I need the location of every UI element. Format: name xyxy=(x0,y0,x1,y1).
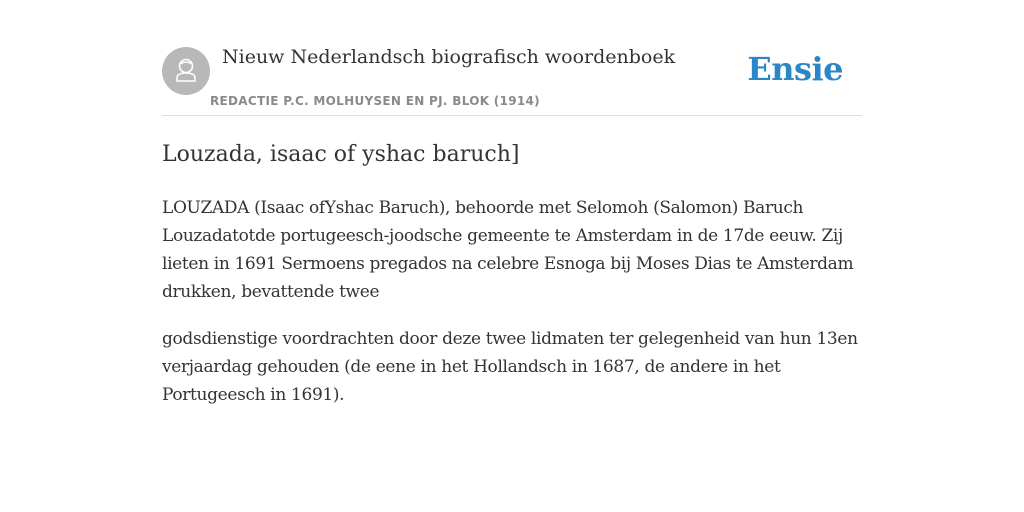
source-header xyxy=(162,38,862,116)
entry-paragraph: godsdienstige voordrachten door deze twee lidmaten ter gelegenheid van hun 13en verjaardag gehouden (de eene in het Hollandsch in 1687, de andere in het Portugeesch in 1691). xyxy=(162,329,858,405)
editors-label: REDACTIE P.C. MOLHUYSEN EN PJ. BLOK (1914) xyxy=(210,94,540,108)
user-icon xyxy=(162,47,210,95)
source-title[interactable]: Nieuw Nederlandsch biografisch woordenboek xyxy=(222,46,676,68)
ensie-logo[interactable]: Ensie xyxy=(747,50,843,88)
entry-card xyxy=(162,38,862,409)
entry-title: Louzada, isaac of yshac baruch] xyxy=(162,142,520,167)
entry-paragraph: LOUZADA (Isaac ofYshac Baruch), behoorde met Selomoh (Salomon) Baruch Louzadatotde portugeesch-joodsche gemeente te Amsterdam in de 17de eeuw. Zij lieten in 1691 Sermoens pregados na celebre Esnoga bij Moses Dias te Amsterdam drukken, bevattende twee xyxy=(162,198,854,302)
